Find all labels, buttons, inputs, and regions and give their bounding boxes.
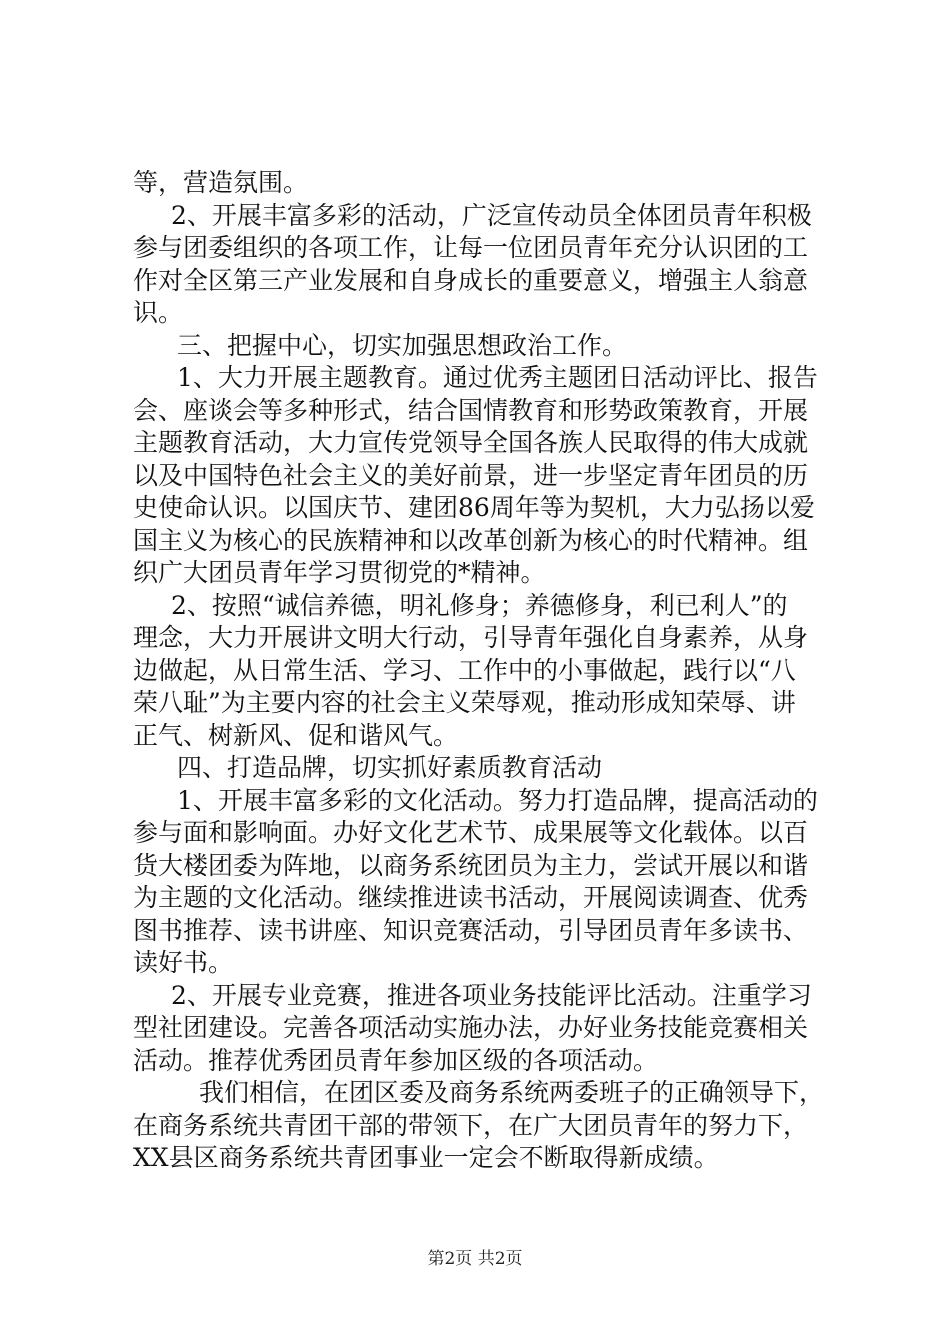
text-line: 2、开展丰富多彩的活动，广泛宣传动员全体团员青年积极 xyxy=(171,200,812,230)
text-line: 参与面和影响面。办好文化艺术节、成果展等文化载体。以百 xyxy=(133,818,809,847)
text-line: 在商务系统共青团干部的带领下，在广大团员青年的努力下， xyxy=(133,1110,809,1140)
text-line: 我们相信，在团区委及商务系统两委班子的正确领导下， xyxy=(199,1078,825,1107)
text-line: 参与团委组织的各项工作，让每一位团员青年充分认识团的工 xyxy=(133,233,809,262)
text-line: 活动。推荐优秀团员青年参加区级的各项活动。 xyxy=(133,1045,659,1075)
page-footer: 第2页 共2页 xyxy=(427,1249,523,1269)
text-line: 为主题的文化活动。继续推进读书活动，开展阅读调查、优秀 xyxy=(133,883,809,912)
text-line: 理念，大力开展讲文明大行动，引导青年强化自身素养，从身 xyxy=(133,623,809,652)
text-line: 2、按照“诚信养德，明礼修身；养德修身，利已利人”的 xyxy=(171,590,788,620)
section-heading: 四、打造品牌，切实抓好素质教育活动 xyxy=(177,753,603,782)
text-line: 国主义为核心的民族精神和以改革创新为核心的时代精神。组 xyxy=(133,525,809,555)
section-heading: 三、把握中心，切实加强思想政治工作。 xyxy=(177,330,628,360)
text-line: 型社团建设。完善各项活动实施办法，办好业务技能竞赛相关 xyxy=(133,1013,809,1042)
text-line: 会、座谈会等多种形式，结合国情教育和形势政策教育，开展 xyxy=(133,395,809,425)
text-line: 2、开展专业竞赛，推进各项业务技能评比活动。注重学习 xyxy=(171,980,812,1010)
text-line: 等，营造氛围。 xyxy=(133,168,309,197)
text-line: 荣八耻”为主要内容的社会主义荣辱观，推动形成知荣辱、讲 xyxy=(133,688,796,717)
text-line: 边做起，从日常生活、学习、工作中的小事做起，践行以“八 xyxy=(133,655,796,685)
text-line: 以及中国特色社会主义的美好前景，进一步坚定青年团员的历 xyxy=(133,460,809,490)
text-line: 织广大团员青年学习贯彻党的*精神。 xyxy=(133,558,546,587)
body-text xyxy=(133,167,833,1175)
text-line: 货大楼团委为阵地，以商务系统团员为主力，尝试开展以和谐 xyxy=(133,850,809,880)
text-line: 1、大力开展主题教育。通过优秀主题团日活动评比、报告 xyxy=(177,363,818,392)
text-line: 史使命认识。以国庆节、建团86周年等为契机，大力弘扬以爱 xyxy=(133,493,815,522)
text-line: XX县区商务系统共青团事业一定会不断取得新成绩。 xyxy=(133,1143,719,1172)
text-line: 作对全区第三产业发展和自身成长的重要意义，增强主人翁意 xyxy=(133,265,809,295)
text-line: 1、开展丰富多彩的文化活动。努力打造品牌，提高活动的 xyxy=(177,785,818,815)
text-line: 识。 xyxy=(133,298,184,327)
text-line: 读好书。 xyxy=(133,948,234,977)
text-line: 正气、树新风、促和谐风气。 xyxy=(133,720,459,750)
text-line: 主题教育活动，大力宣传党领导全国各族人民取得的伟大成就 xyxy=(133,428,809,457)
text-line: 图书推荐、读书讲座、知识竞赛活动，引导团员青年多读书、 xyxy=(133,915,809,945)
